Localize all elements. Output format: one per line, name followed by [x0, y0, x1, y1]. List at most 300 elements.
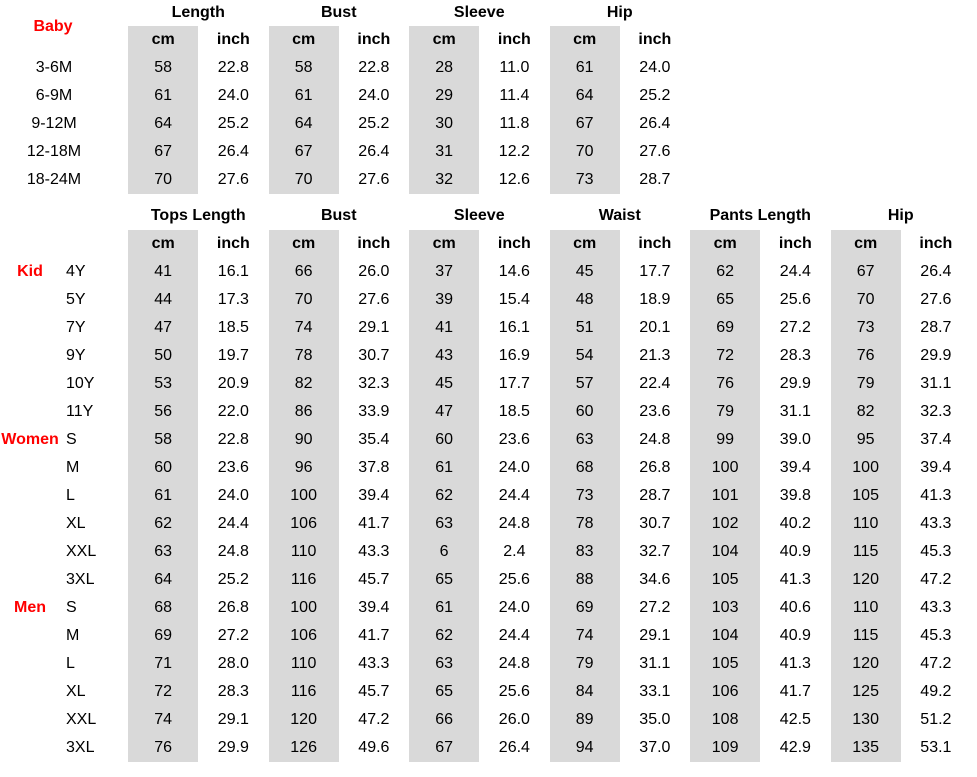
- column-group-header: Bust: [320, 207, 357, 224]
- value-cell: 24.4: [779, 263, 811, 280]
- value-cell: 79: [831, 370, 901, 398]
- value-cell: 62: [128, 510, 198, 538]
- value-cell: 90: [269, 426, 339, 454]
- value-cell: 51: [550, 314, 620, 342]
- table-row: [0, 650, 977, 678]
- column-group-header: Tops Length: [150, 207, 246, 224]
- value-cell: 104: [690, 622, 760, 650]
- value-cell: 17.7: [498, 375, 530, 392]
- value-cell: 64: [269, 110, 339, 138]
- value-cell: 24.8: [217, 543, 249, 560]
- value-cell: 41.7: [358, 627, 390, 644]
- value-cell: 41.3: [920, 487, 952, 504]
- value-cell: 24.4: [498, 487, 530, 504]
- value-cell: 26.8: [217, 599, 249, 616]
- value-cell: 37.0: [639, 739, 671, 756]
- value-cell: 21.3: [639, 347, 671, 364]
- value-cell: 100: [269, 482, 339, 510]
- value-cell: 78: [269, 342, 339, 370]
- value-cell: 68: [550, 454, 620, 482]
- size-label: S: [66, 431, 77, 448]
- table-row: [0, 454, 977, 482]
- column-group-header: Pants Length: [709, 207, 811, 224]
- value-cell: 29.9: [779, 375, 811, 392]
- unit-header-inch: inch: [638, 235, 672, 252]
- value-cell: 34.6: [639, 571, 671, 588]
- value-cell: 105: [690, 650, 760, 678]
- group-label: [0, 566, 60, 594]
- value-cell: 23.6: [498, 431, 530, 448]
- value-cell: 125: [831, 678, 901, 706]
- value-cell: 58: [128, 54, 198, 82]
- value-cell: 22.8: [217, 59, 249, 76]
- value-cell: 31.1: [779, 403, 811, 420]
- value-cell: 72: [128, 678, 198, 706]
- value-cell: 24.4: [217, 515, 249, 532]
- unit-header-inch: inch: [357, 31, 391, 48]
- value-cell: 84: [550, 678, 620, 706]
- value-cell: 126: [269, 734, 339, 762]
- value-cell: 65: [409, 566, 479, 594]
- value-cell: 20.1: [639, 319, 671, 336]
- value-cell: 82: [831, 398, 901, 426]
- value-cell: 61: [550, 54, 620, 82]
- unit-header-inch: inch: [497, 235, 531, 252]
- value-cell: 61: [269, 82, 339, 110]
- value-cell: 39.4: [779, 459, 811, 476]
- value-cell: 94: [550, 734, 620, 762]
- value-cell: 16.9: [498, 347, 530, 364]
- value-cell: 12.6: [498, 171, 530, 188]
- value-cell: 29: [409, 82, 479, 110]
- value-cell: 39.4: [358, 487, 390, 504]
- value-cell: 53.1: [920, 739, 952, 756]
- size-label: M: [66, 459, 80, 476]
- value-cell: 69: [690, 314, 760, 342]
- value-cell: 78: [550, 510, 620, 538]
- size-label: 5Y: [66, 291, 86, 308]
- value-cell: 63: [128, 538, 198, 566]
- unit-header-inch: inch: [778, 235, 812, 252]
- size-label: S: [66, 599, 77, 616]
- value-cell: 40.2: [779, 515, 811, 532]
- value-cell: 40.9: [779, 543, 811, 560]
- size-label: 9-12M: [31, 115, 77, 132]
- value-cell: 73: [831, 314, 901, 342]
- group-label: [0, 622, 60, 650]
- value-cell: 61: [409, 454, 479, 482]
- size-label: L: [66, 655, 75, 672]
- value-cell: 63: [409, 510, 479, 538]
- value-cell: 28: [409, 54, 479, 82]
- value-cell: 95: [831, 426, 901, 454]
- value-cell: 109: [690, 734, 760, 762]
- column-group-header: Length: [171, 4, 225, 21]
- group-label: [0, 510, 60, 538]
- value-cell: 41.7: [779, 683, 811, 700]
- value-cell: 29.1: [217, 711, 249, 728]
- group-label: [0, 678, 60, 706]
- value-cell: 115: [831, 538, 901, 566]
- value-cell: 61: [409, 594, 479, 622]
- value-cell: 40.9: [779, 627, 811, 644]
- value-cell: 83: [550, 538, 620, 566]
- value-cell: 25.2: [217, 571, 249, 588]
- size-label: 4Y: [66, 263, 86, 280]
- column-group-header: Sleeve: [453, 4, 505, 21]
- table-row: [0, 286, 977, 314]
- value-cell: 57: [550, 370, 620, 398]
- value-cell: 11.4: [499, 87, 530, 104]
- table-row: [0, 166, 977, 194]
- unit-spacer: [0, 230, 128, 258]
- value-cell: 37.4: [920, 431, 952, 448]
- group-label: [0, 734, 60, 762]
- value-cell: 79: [550, 650, 620, 678]
- size-label: 18-24M: [26, 171, 82, 188]
- group-label: Women: [1, 431, 59, 448]
- value-cell: 41: [409, 314, 479, 342]
- value-cell: 30.7: [358, 347, 390, 364]
- value-cell: 45.3: [920, 543, 952, 560]
- table-row: [0, 54, 977, 82]
- value-cell: 30.7: [639, 515, 671, 532]
- value-cell: 120: [269, 706, 339, 734]
- value-cell: 103: [690, 594, 760, 622]
- value-cell: 79: [690, 398, 760, 426]
- value-cell: 43.3: [358, 655, 390, 672]
- size-label: XXL: [66, 543, 97, 560]
- value-cell: 120: [831, 566, 901, 594]
- value-cell: 70: [269, 166, 339, 194]
- table-row: [0, 258, 977, 286]
- value-cell: 70: [550, 138, 620, 166]
- group-label: [0, 538, 60, 566]
- value-cell: 120: [831, 650, 901, 678]
- value-cell: 45.7: [358, 683, 390, 700]
- value-cell: 17.7: [639, 263, 671, 280]
- size-label: 7Y: [66, 319, 86, 336]
- table-row: [0, 678, 977, 706]
- group-label: [0, 286, 60, 314]
- value-cell: 54: [550, 342, 620, 370]
- unit-header-cm: cm: [409, 26, 479, 54]
- group-label: [0, 482, 60, 510]
- value-cell: 71: [128, 650, 198, 678]
- value-cell: 25.2: [358, 115, 390, 132]
- value-cell: 110: [831, 510, 901, 538]
- unit-header-cm: cm: [831, 230, 901, 258]
- value-cell: 66: [409, 706, 479, 734]
- value-cell: 47: [409, 398, 479, 426]
- value-cell: 28.7: [920, 319, 952, 336]
- group-label: [0, 454, 60, 482]
- value-cell: 47: [128, 314, 198, 342]
- value-cell: 25.6: [779, 291, 811, 308]
- value-cell: 69: [128, 622, 198, 650]
- column-group-header: Hip: [606, 4, 633, 21]
- value-cell: 41.3: [779, 655, 811, 672]
- value-cell: 31: [409, 138, 479, 166]
- value-cell: 115: [831, 622, 901, 650]
- value-cell: 76: [690, 370, 760, 398]
- baby-size-table: [0, 0, 977, 194]
- value-cell: 32.7: [639, 543, 671, 560]
- value-cell: 25.6: [498, 571, 530, 588]
- value-cell: 47.2: [920, 655, 952, 672]
- value-cell: 45.3: [920, 627, 952, 644]
- size-label: 9Y: [66, 347, 86, 364]
- group-label: [0, 706, 60, 734]
- value-cell: 58: [269, 54, 339, 82]
- size-label: 12-18M: [26, 143, 82, 160]
- size-label: XL: [66, 683, 86, 700]
- value-cell: 64: [128, 110, 198, 138]
- value-cell: 116: [269, 566, 339, 594]
- value-cell: 14.6: [498, 263, 530, 280]
- value-cell: 11.0: [499, 59, 530, 76]
- table-row: [0, 622, 977, 650]
- value-cell: 28.7: [639, 171, 671, 188]
- value-cell: 100: [269, 594, 339, 622]
- group-label: [0, 370, 60, 398]
- value-cell: 110: [831, 594, 901, 622]
- table-row: [0, 138, 977, 166]
- value-cell: 39.4: [920, 459, 952, 476]
- value-cell: 24.0: [498, 459, 530, 476]
- value-cell: 60: [550, 398, 620, 426]
- value-cell: 51.2: [920, 711, 952, 728]
- value-cell: 23.6: [217, 459, 249, 476]
- value-cell: 28.7: [639, 487, 671, 504]
- value-cell: 18.9: [639, 291, 671, 308]
- value-cell: 67: [831, 258, 901, 286]
- table-row: [0, 370, 977, 398]
- value-cell: 73: [550, 166, 620, 194]
- value-cell: 31.1: [639, 655, 671, 672]
- value-cell: 88: [550, 566, 620, 594]
- group-label: Kid: [17, 263, 43, 280]
- value-cell: 41.7: [358, 515, 390, 532]
- unit-header-cm: cm: [550, 26, 620, 54]
- value-cell: 50: [128, 342, 198, 370]
- value-cell: 37.8: [358, 459, 390, 476]
- value-cell: 106: [690, 678, 760, 706]
- size-label: XL: [66, 515, 86, 532]
- unit-header-cm: cm: [550, 230, 620, 258]
- value-cell: 43.3: [920, 599, 952, 616]
- value-cell: 108: [690, 706, 760, 734]
- value-cell: 48: [550, 286, 620, 314]
- unit-header-inch: inch: [497, 31, 531, 48]
- value-cell: 65: [409, 678, 479, 706]
- value-cell: 39.8: [779, 487, 811, 504]
- unit-header-inch: inch: [216, 31, 250, 48]
- unit-header-cm: cm: [128, 230, 198, 258]
- value-cell: 101: [690, 482, 760, 510]
- value-cell: 24.0: [358, 87, 390, 104]
- value-cell: 16.1: [498, 319, 530, 336]
- value-cell: 18.5: [217, 319, 249, 336]
- value-cell: 47.2: [358, 711, 390, 728]
- value-cell: 130: [831, 706, 901, 734]
- value-cell: 68: [128, 594, 198, 622]
- column-group-header: Sleeve: [453, 207, 505, 224]
- value-cell: 72: [690, 342, 760, 370]
- value-cell: 49.6: [358, 739, 390, 756]
- value-cell: 96: [269, 454, 339, 482]
- value-cell: 26.4: [920, 263, 952, 280]
- size-label: 3-6M: [35, 59, 73, 76]
- value-cell: 28.3: [779, 347, 811, 364]
- value-cell: 26.0: [358, 263, 390, 280]
- value-cell: 82: [269, 370, 339, 398]
- value-cell: 76: [128, 734, 198, 762]
- value-cell: 24.0: [217, 487, 249, 504]
- value-cell: 27.6: [639, 143, 671, 160]
- value-cell: 61: [128, 482, 198, 510]
- value-cell: 116: [269, 678, 339, 706]
- unit-header-cm: cm: [690, 230, 760, 258]
- value-cell: 19.7: [217, 347, 249, 364]
- value-cell: 67: [409, 734, 479, 762]
- value-cell: 35.4: [358, 431, 390, 448]
- table-row: [0, 566, 977, 594]
- value-cell: 27.2: [779, 319, 811, 336]
- value-cell: 22.4: [639, 375, 671, 392]
- value-cell: 26.4: [217, 143, 249, 160]
- table-row: [0, 482, 977, 510]
- value-cell: 24.8: [498, 655, 530, 672]
- column-group-header: Hip: [887, 207, 914, 224]
- value-cell: 60: [409, 426, 479, 454]
- value-cell: 47.2: [920, 571, 952, 588]
- value-cell: 44: [128, 286, 198, 314]
- unit-header-inch: inch: [638, 31, 672, 48]
- value-cell: 45.7: [358, 571, 390, 588]
- value-cell: 45: [550, 258, 620, 286]
- value-cell: 28.0: [217, 655, 249, 672]
- value-cell: 49.2: [920, 683, 952, 700]
- value-cell: 70: [128, 166, 198, 194]
- value-cell: 25.2: [217, 115, 249, 132]
- size-label: L: [66, 487, 75, 504]
- value-cell: 70: [831, 286, 901, 314]
- unit-header-inch: inch: [919, 235, 953, 252]
- value-cell: 33.1: [639, 683, 671, 700]
- value-cell: 26.4: [358, 143, 390, 160]
- value-cell: 31.1: [920, 375, 952, 392]
- value-cell: 86: [269, 398, 339, 426]
- main-header-row: [0, 202, 977, 230]
- value-cell: 61: [128, 82, 198, 110]
- column-group-header: Bust: [320, 4, 357, 21]
- value-cell: 105: [831, 482, 901, 510]
- value-cell: 40.6: [779, 599, 811, 616]
- table-row: [0, 314, 977, 342]
- value-cell: 37: [409, 258, 479, 286]
- value-cell: 24.8: [639, 431, 671, 448]
- value-cell: 28.3: [217, 683, 249, 700]
- unit-header-inch: inch: [216, 235, 250, 252]
- value-cell: 24.8: [498, 515, 530, 532]
- table-row: [0, 734, 977, 762]
- group-label: [0, 314, 60, 342]
- value-cell: 32: [409, 166, 479, 194]
- value-cell: 27.6: [358, 171, 390, 188]
- value-cell: 24.0: [498, 599, 530, 616]
- value-cell: 26.4: [639, 115, 671, 132]
- value-cell: 70: [269, 286, 339, 314]
- baby-header-row: [0, 0, 977, 26]
- value-cell: 29.1: [358, 319, 390, 336]
- value-cell: 58: [128, 426, 198, 454]
- value-cell: 39: [409, 286, 479, 314]
- value-cell: 33.9: [358, 403, 390, 420]
- value-cell: 106: [269, 622, 339, 650]
- value-cell: 41: [128, 258, 198, 286]
- baby-group-label: Baby: [33, 18, 73, 35]
- value-cell: 27.6: [358, 291, 390, 308]
- size-label: 3XL: [66, 571, 95, 588]
- value-cell: 16.1: [217, 263, 249, 280]
- value-cell: 22.0: [217, 403, 249, 420]
- value-cell: 23.6: [639, 403, 671, 420]
- value-cell: 2.4: [503, 543, 526, 560]
- value-cell: 104: [690, 538, 760, 566]
- value-cell: 43: [409, 342, 479, 370]
- value-cell: 35.0: [639, 711, 671, 728]
- value-cell: 74: [128, 706, 198, 734]
- value-cell: 89: [550, 706, 620, 734]
- value-cell: 27.6: [217, 171, 249, 188]
- size-label: M: [66, 627, 80, 644]
- value-cell: 105: [690, 566, 760, 594]
- value-cell: 45: [409, 370, 479, 398]
- column-group-header: Waist: [598, 207, 641, 224]
- value-cell: 63: [409, 650, 479, 678]
- value-cell: 11.8: [499, 115, 530, 132]
- value-cell: 73: [550, 482, 620, 510]
- value-cell: 26.0: [498, 711, 530, 728]
- unit-header-cm: cm: [269, 230, 339, 258]
- value-cell: 110: [269, 538, 339, 566]
- value-cell: 42.9: [779, 739, 811, 756]
- kid-women-men-size-table: [0, 202, 977, 762]
- table-row: [0, 398, 977, 426]
- value-cell: 60: [128, 454, 198, 482]
- value-cell: 39.4: [358, 599, 390, 616]
- value-cell: 32.3: [920, 403, 952, 420]
- value-cell: 62: [409, 622, 479, 650]
- table-row: [0, 510, 977, 538]
- value-cell: 29.9: [920, 347, 952, 364]
- value-cell: 99: [690, 426, 760, 454]
- value-cell: 64: [128, 566, 198, 594]
- value-cell: 67: [550, 110, 620, 138]
- value-cell: 56: [128, 398, 198, 426]
- group-label: [0, 342, 60, 370]
- value-cell: 27.6: [920, 291, 952, 308]
- value-cell: 6: [409, 538, 479, 566]
- size-label: 10Y: [66, 375, 95, 392]
- value-cell: 62: [409, 482, 479, 510]
- value-cell: 22.8: [217, 431, 249, 448]
- value-cell: 15.4: [498, 291, 530, 308]
- value-cell: 74: [550, 622, 620, 650]
- unit-header-cm: cm: [409, 230, 479, 258]
- value-cell: 42.5: [779, 711, 811, 728]
